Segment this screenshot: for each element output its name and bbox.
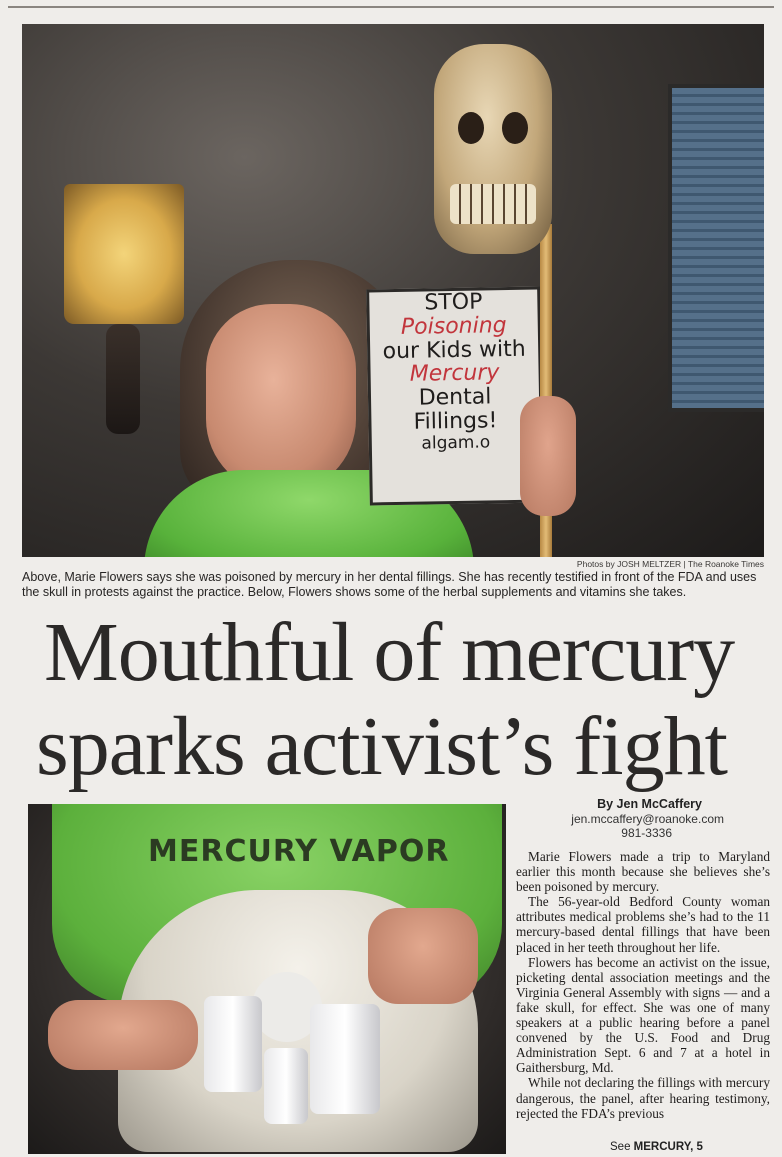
jump-line xyxy=(610,1141,703,1153)
byline-email: jen.mccaffery@roanoke.com xyxy=(571,812,724,826)
top-rule xyxy=(8,6,774,8)
hand-holding-pole xyxy=(520,396,576,516)
bottom-photo xyxy=(28,804,506,1154)
skull-teeth xyxy=(450,184,536,224)
right-hand xyxy=(368,908,478,1004)
skull-prop xyxy=(434,44,552,254)
story-paragraph: While not declaring the fillings with mercury dangerous, the panel, after hearing testimony, rejected the FDA’s previous xyxy=(516,1075,770,1121)
window-blinds xyxy=(668,84,764,412)
byline-name: By Jen McCaffery xyxy=(597,797,702,811)
photo-credit: Photos by JOSH MELTZER | The Roanoke Times xyxy=(576,559,764,569)
shirt-lettering: MERCURY VAPOR xyxy=(148,834,450,869)
story-paragraph: Flowers has become an activist on the issue, picketing dental association meetings and the Virginia General Assembly with signs — and a fake skull, for effect. She was one of many speakers at a public hearing before a panel convened by the U.S. Food and Drug Administration Sept. 6 and 7 at a hotel in Gaithersburg, Md. xyxy=(516,954,770,1076)
left-hand xyxy=(48,1000,198,1070)
supplement-bottle-3 xyxy=(310,1004,380,1114)
supplement-bottle-1 xyxy=(204,996,262,1092)
story-paragraph: Marie Flowers made a trip to Maryland earlier this month because she believes she’s been poisoned by mercury. xyxy=(516,849,770,895)
headline-line-1: Mouthful of mercury xyxy=(44,606,735,699)
jump-target: MERCURY, 5 xyxy=(633,1141,703,1153)
sign-line-5: Dental xyxy=(418,384,492,411)
lamp-shade xyxy=(64,184,184,324)
skull-eye-right xyxy=(502,112,528,144)
sign-line-7: algam.o xyxy=(421,431,491,454)
photo-caption: Above, Marie Flowers says she was poisoned by mercury in her dental fillings. She has recently testified in front of the FDA and uses the skull in protests against the practice. Below, Flowers shows some of the herbal supplements and vitamins she takes. xyxy=(22,570,757,599)
sign-line-2: Poisoning xyxy=(400,312,507,340)
protest-sign xyxy=(366,286,544,505)
byline-phone: 981-3336 xyxy=(621,826,672,840)
top-photo xyxy=(22,24,764,557)
sign-line-3: our Kids with xyxy=(382,336,526,364)
jump-prefix: See xyxy=(610,1141,631,1153)
supplement-bottle-2 xyxy=(264,1048,308,1124)
story-paragraph: The 56-year-old Bedford County woman attributes medical problems she’s had to the 11 mercury-based dental fillings that have been placed in her teeth throughout her life. xyxy=(516,894,770,955)
sign-line-4: Mercury xyxy=(409,360,500,388)
sign-line-1: STOP xyxy=(424,289,483,316)
headline-line-2: sparks activist’s fight xyxy=(36,700,727,793)
lamp-base xyxy=(106,324,140,434)
woman-face xyxy=(206,304,356,494)
skull-eye-left xyxy=(458,112,484,144)
sign-line-6: Fillings! xyxy=(413,408,498,435)
story-body xyxy=(516,849,770,1121)
